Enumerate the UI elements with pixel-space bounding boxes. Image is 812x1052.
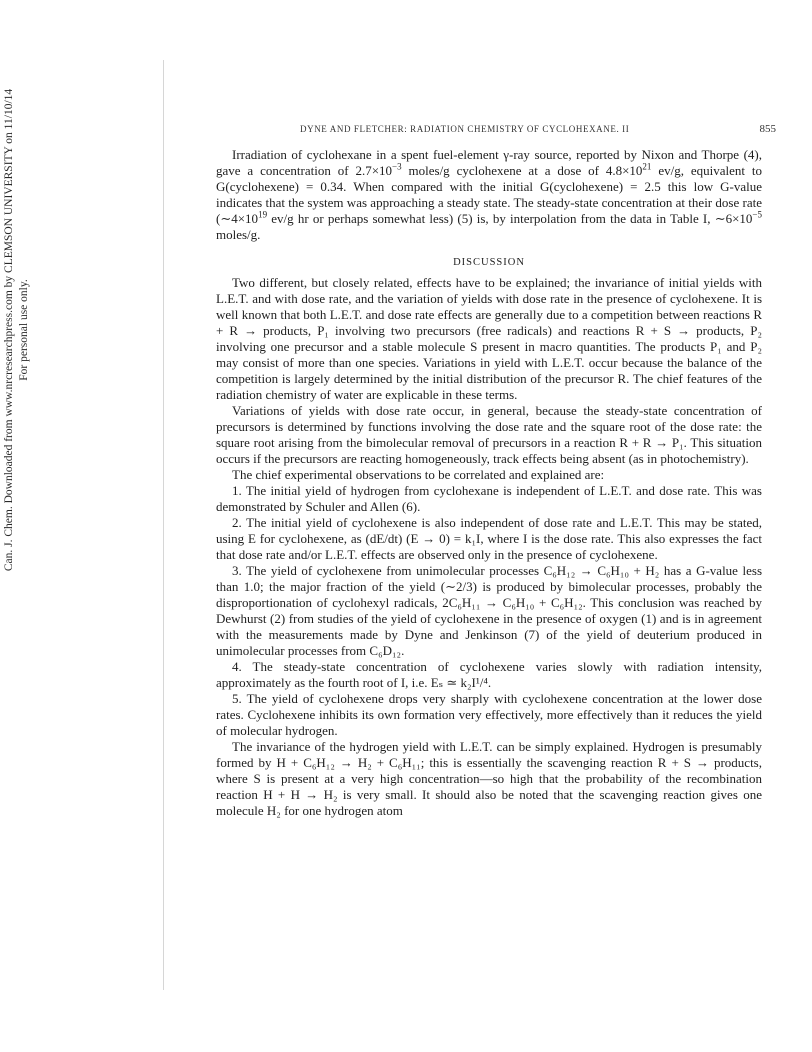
running-header [300, 124, 776, 134]
observation-item-5: 5. The yield of cyclohexene drops very sharply with cyclohexene concentration at the lower dose rates. Cyclohexene inhibits its own formation very effectively, more effectively than it reduces the yield of molecular hydrogen. [216, 691, 762, 738]
page-number: 855 [759, 123, 776, 135]
paragraph-irradiation: Irradiation of cyclohexane in a spent fuel-element γ-ray source, reported by Nixon and Thorpe (4), gave a concentration of $2.7\times 10^{-3}$ moles/g cyclohexene at a dose of $4.8\times 10^{21}$ ev/g, equivalent to G(cyclohexene) = 0.34. When compared with the initial G(cyclohexene) = 2.5 this low G-value indicates that the system was approaching a steady state. The steady-state concentration at their dose rate ($\sim 4\times 10^{19}$ ev/g hr or perhaps somewhat less) (5) is, by interpolation from the data in Table I, $\sim 6\times 10^{-5}$ moles/g. [216, 147, 762, 242]
observation-item-1: 1. The initial yield of hydrogen from cyclohexane is independent of L.E.T. and dose rate. This was demonstrated by Schuler and Allen (6). [216, 483, 762, 514]
paragraph-observations-intro: The chief experimental observations to be correlated and explained are: [232, 467, 605, 482]
observation-item-4: 4. The steady-state concentration of cyclohexene varies slowly with radiation intensity, approximately as the fourth root of I, i.e. Eₛ ≃ k₂I¹/⁴. [216, 659, 762, 690]
paragraph-effects: Two different, but closely related, effects have to be explained; the invariance of initial yields with L.E.T. and with dose rate, and the variation of yields with dose rate in the presence of cyclohexene. It is well known that both L.E.T. and dose rate effects are generally due to a competition between reactions R + R → products, P₁ involving two precursors (free radicals) and reactions R + S → products, P₂ involving one precursor and a stable molecule S present in macro quantities. The products P₁ and P₂ may consist of more than one species. Variations in yield with L.E.T. occur because the balance of the competition is largely determined by the initial distribution of the precursor R. The chief features of the radiation chemistry of water are explicable in these terms. [216, 275, 762, 402]
observation-item-2: 2. The initial yield of cyclohexene is also independent of dose rate and L.E.T. This may be stated, using E for cyclohexene, as (dE/dt) (E → 0) = k₁I, where I is the dose rate. This also expresses the fact that dose rate and/or L.E.T. effects are observed only in the presence of cyclohexene. [216, 515, 762, 562]
personal-use-notice: For personal use only. [18, 279, 30, 381]
observation-item-3: 3. The yield of cyclohexene from unimolecular processes C₆H₁₂ → C₆H₁₀ + H₂ has a G-value less than 1.0; the major fraction of the yield (∼2/3) is produced by bimolecular processes, probably the disproportionation of cyclohexyl radicals, 2C₆H₁₁ → C₆H₁₀ + C₆H₁₂. This conclusion was reached by Dewhurst (2) from studies of the yield of cyclohexene in the presence of oxygen (1) and is in agreement with the measurements made by Dyne and Jenkinson (7) of the yield of deuterium produced in unimolecular processes from C₆D₁₂. [216, 563, 762, 658]
body-text [216, 147, 762, 819]
running-title: DYNE AND FLETCHER: RADIATION CHEMISTRY OF CYCLOHEXANE. II [300, 124, 630, 134]
download-notice: Can. J. Chem. Downloaded from www.nrcresearchpress.com by CLEMSON UNIVERSITY on 11/10/14 [3, 88, 15, 572]
download-watermark [2, 60, 32, 600]
paragraph-hydrogen-invariance: The invariance of the hydrogen yield with L.E.T. can be simply explained. Hydrogen is presumably formed by H + C₆H₁₂ → H₂ + C₆H₁₁; this is essentially the scavenging reaction R + S → products, where S is present at a very high concentration—so high that the probability of the recombination reaction H + H → H₂ is very small. It should also be noted that the scavenging reaction gives one molecule H₂ for one hydrogen atom [216, 739, 762, 818]
paragraph-dose-rate: Variations of yields with dose rate occur, in general, because the steady-state concentration of precursors is determined by functions involving the dose rate and the square root of the dose rate: the square root arising from the bimolecular removal of precursors in a reaction R + R → P₁. This situation occurs if the precursors are reacting homogeneously, track effects being absent (as in photochemistry). [216, 403, 762, 466]
margin-rule [163, 60, 164, 990]
section-heading-discussion: DISCUSSION [453, 257, 525, 268]
